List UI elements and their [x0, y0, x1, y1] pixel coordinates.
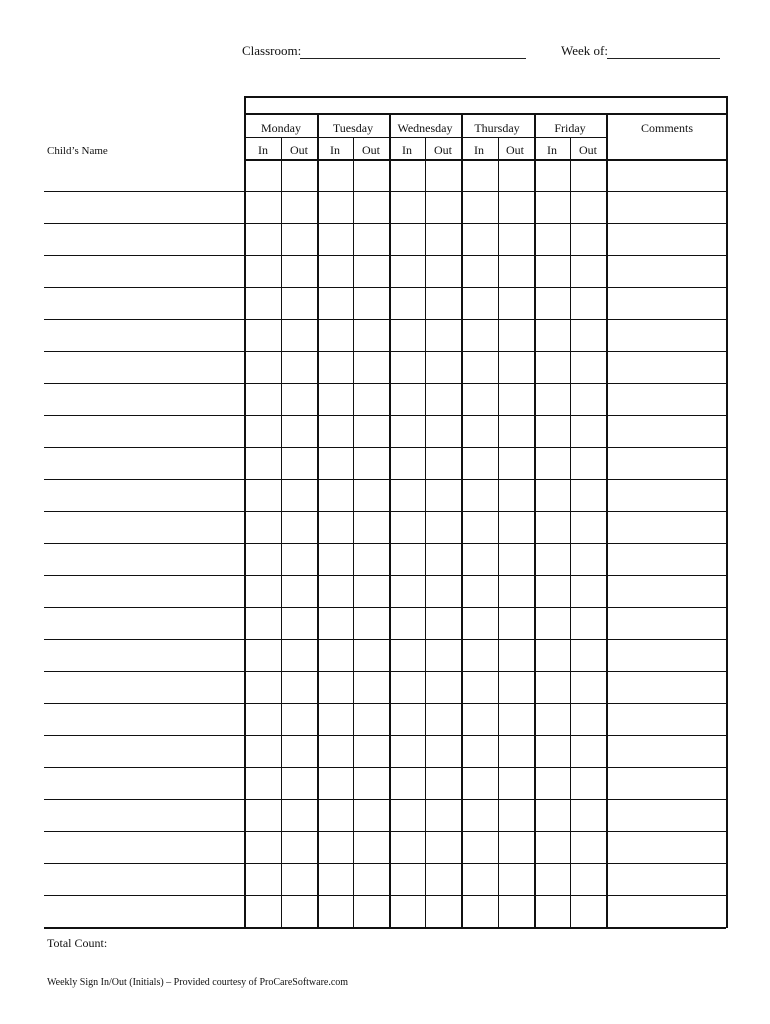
day-group-border: [606, 113, 608, 928]
table-row-line: [244, 255, 726, 256]
week-of-label: Week of:: [561, 43, 608, 58]
name-row-line: [44, 607, 244, 608]
day-header-friday: Friday: [554, 121, 586, 135]
name-row-line: [44, 287, 244, 288]
day-group-border: [317, 113, 319, 928]
table-top-border: [244, 96, 726, 98]
name-row-line: [44, 255, 244, 256]
table-row-line: [244, 831, 726, 832]
name-row-line: [44, 863, 244, 864]
table-row-line: [244, 799, 726, 800]
table-row-line: [244, 287, 726, 288]
table-row-line: [244, 383, 726, 384]
table-row-line: [244, 863, 726, 864]
day-group-border: [534, 113, 536, 928]
name-row-line: [44, 895, 244, 896]
out-header-tuesday: Out: [362, 143, 380, 157]
table-row-line: [244, 543, 726, 544]
in-header-tuesday: In: [330, 143, 340, 157]
table-row-line: [244, 191, 726, 192]
name-row-line: [44, 703, 244, 704]
table-left-border: [244, 96, 246, 928]
table-row-line: [244, 927, 726, 929]
name-row-line: [44, 927, 244, 929]
name-row-line: [44, 831, 244, 832]
day-header-thursday: Thursday: [474, 121, 520, 135]
name-row-line: [44, 767, 244, 768]
in-header-monday: In: [258, 143, 268, 157]
table-row-line: [244, 511, 726, 512]
out-header-friday: Out: [579, 143, 597, 157]
name-row-line: [44, 319, 244, 320]
day-group-border: [461, 113, 463, 928]
day-header-monday: Monday: [261, 121, 301, 135]
childs-name-header: Child’s Name: [47, 145, 108, 157]
name-row-line: [44, 447, 244, 448]
name-row-line: [44, 479, 244, 480]
name-row-line: [44, 543, 244, 544]
name-row-line: [44, 511, 244, 512]
table-row-line: [244, 671, 726, 672]
day-header-tuesday: Tuesday: [332, 121, 374, 135]
table-row-line: [244, 703, 726, 704]
table-row-line: [244, 479, 726, 480]
out-header-thursday: Out: [506, 143, 524, 157]
day-header-wednesday: Wednesday: [397, 121, 453, 135]
table-row-line: [244, 319, 726, 320]
total-count-label: Total Count:: [47, 936, 108, 950]
name-row-line: [44, 191, 244, 192]
name-row-line: [44, 415, 244, 416]
name-row-line: [44, 639, 244, 640]
table-row-line: [244, 351, 726, 352]
table-row-line: [244, 223, 726, 224]
footer-credit: Weekly Sign In/Out (Initials) – Provided courtesy of ProCareSoftware.com: [47, 977, 349, 988]
name-row-line: [44, 383, 244, 384]
table-row-line: [244, 415, 726, 416]
table-row-line: [244, 575, 726, 576]
out-header-wednesday: Out: [434, 143, 452, 157]
name-row-line: [44, 223, 244, 224]
table-row-line: [244, 607, 726, 608]
day-group-border: [389, 113, 391, 928]
in-header-thursday: In: [474, 143, 484, 157]
table-row-line: [244, 767, 726, 768]
in-header-friday: In: [547, 143, 557, 157]
name-row-line: [44, 799, 244, 800]
name-row-line: [44, 735, 244, 736]
name-row-line: [44, 575, 244, 576]
in-header-wednesday: In: [402, 143, 412, 157]
table-row-line: [244, 447, 726, 448]
table-row-line: [244, 639, 726, 640]
table-row-line: [244, 735, 726, 736]
comments-header: Comments: [640, 121, 693, 135]
classroom-label: Classroom:: [242, 43, 302, 58]
name-row-line: [44, 351, 244, 352]
table-row-line: [244, 895, 726, 896]
out-header-monday: Out: [290, 143, 308, 157]
name-row-line: [44, 671, 244, 672]
table-right-border: [726, 96, 728, 928]
